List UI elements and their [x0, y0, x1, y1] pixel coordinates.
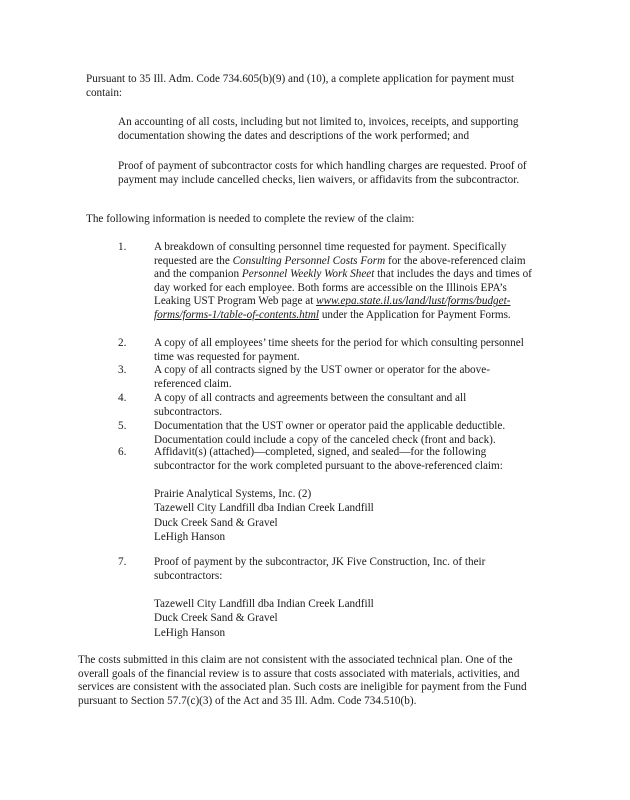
- subcontractor-name: Duck Creek Sand & Gravel: [154, 516, 278, 529]
- item-text: A copy of all contracts and agreements between the consultant and all subcontractors.: [154, 392, 467, 418]
- subcontractor-list: [154, 487, 374, 545]
- item-number: 5.: [118, 420, 127, 432]
- subcontractor-name: Prairie Analytical Systems, Inc. (2): [154, 488, 312, 500]
- item-number: 2.: [118, 337, 127, 349]
- item-number: 4.: [118, 392, 127, 404]
- item-text: Affidavit(s) (attached)—completed, signed, and sealed—for the following subcontractor for the work completed pursuant to the above-referenced claim:: [154, 446, 503, 472]
- form-name: Consulting Personnel Costs Form: [232, 254, 386, 267]
- subcontractor-name: Duck Creek Sand & Gravel: [154, 612, 278, 625]
- item-number: 3.: [118, 364, 127, 376]
- closing-paragraph: The costs submitted in this claim are not consistent with the associated technical plan. One of the overall goals of the financial review is to assure that costs associated with materials, activities, and services are consistent with the associated plan. Such costs are ineligible for payment from the Fund pursuant to Section 57.7(c)(3) of the Act and 35 Ill. Adm. Code 734.510(b).: [78, 654, 527, 707]
- item-number: 7.: [118, 556, 127, 568]
- subcontractor-name: Tazewell City Landfill dba Indian Creek Landfill: [154, 502, 374, 515]
- subcontractor-name: LeHigh Hanson: [154, 531, 226, 544]
- item-text: Proof of payment by the subcontractor, JK Five Construction, Inc. of their subcontractors:: [154, 556, 486, 582]
- item-number: 6.: [118, 446, 127, 458]
- subcontractor-list: [154, 597, 374, 640]
- lead-in-paragraph: The following information is needed to complete the review of the claim:: [86, 213, 415, 225]
- subcontractor-name: Tazewell City Landfill dba Indian Creek Landfill: [154, 598, 374, 610]
- item-text: A breakdown of consulting personnel time requested for payment. Specifically requested are the Consulting Personnel Costs Form for the above-referenced claim and the companion Personnel Weekly Work Sheet that includes the days and times of day worked for each employee. Both forms are accessible on the Illinois EPA’s Leaking UST Program Web page at www.epa.state.il.us/land/lust/forms/budget-forms/forms-1/table-of-contents.html under the Application for Payment Forms.: [154, 241, 532, 321]
- subcontractor-name: LeHigh Hanson: [154, 626, 226, 639]
- item-text: A copy of all contracts signed by the UST owner or operator for the above-referenced claim.: [154, 364, 490, 390]
- requirement-proof-of-payment: Proof of payment of subcontractor costs for which handling charges are requested. Proof of payment may include cancelled checks, lien waivers, or affidavits from the subcontractor.: [118, 160, 527, 186]
- forms-link[interactable]: www.epa.state.il.us/land/lust/forms/budget-forms/forms-1/table-of-contents.html: [154, 295, 511, 321]
- item-text: A copy of all employees’ time sheets for the period for which consulting personnel time was requested for payment.: [154, 337, 524, 363]
- form-name: Personnel Weekly Work Sheet: [241, 268, 375, 281]
- requirement-accounting: An accounting of all costs, including but not limited to, invoices, receipts, and supporting documentation showing the dates and descriptions of the work performed; and: [118, 116, 519, 142]
- item-text: Documentation that the UST owner or operator paid the applicable deductible. Documentation could include a copy of the canceled check (front and back).: [154, 420, 506, 446]
- intro-paragraph: Pursuant to 35 Ill. Adm. Code 734.605(b)(9) and (10), a complete application for payment must contain:: [86, 73, 515, 99]
- item-number: 1.: [118, 241, 127, 253]
